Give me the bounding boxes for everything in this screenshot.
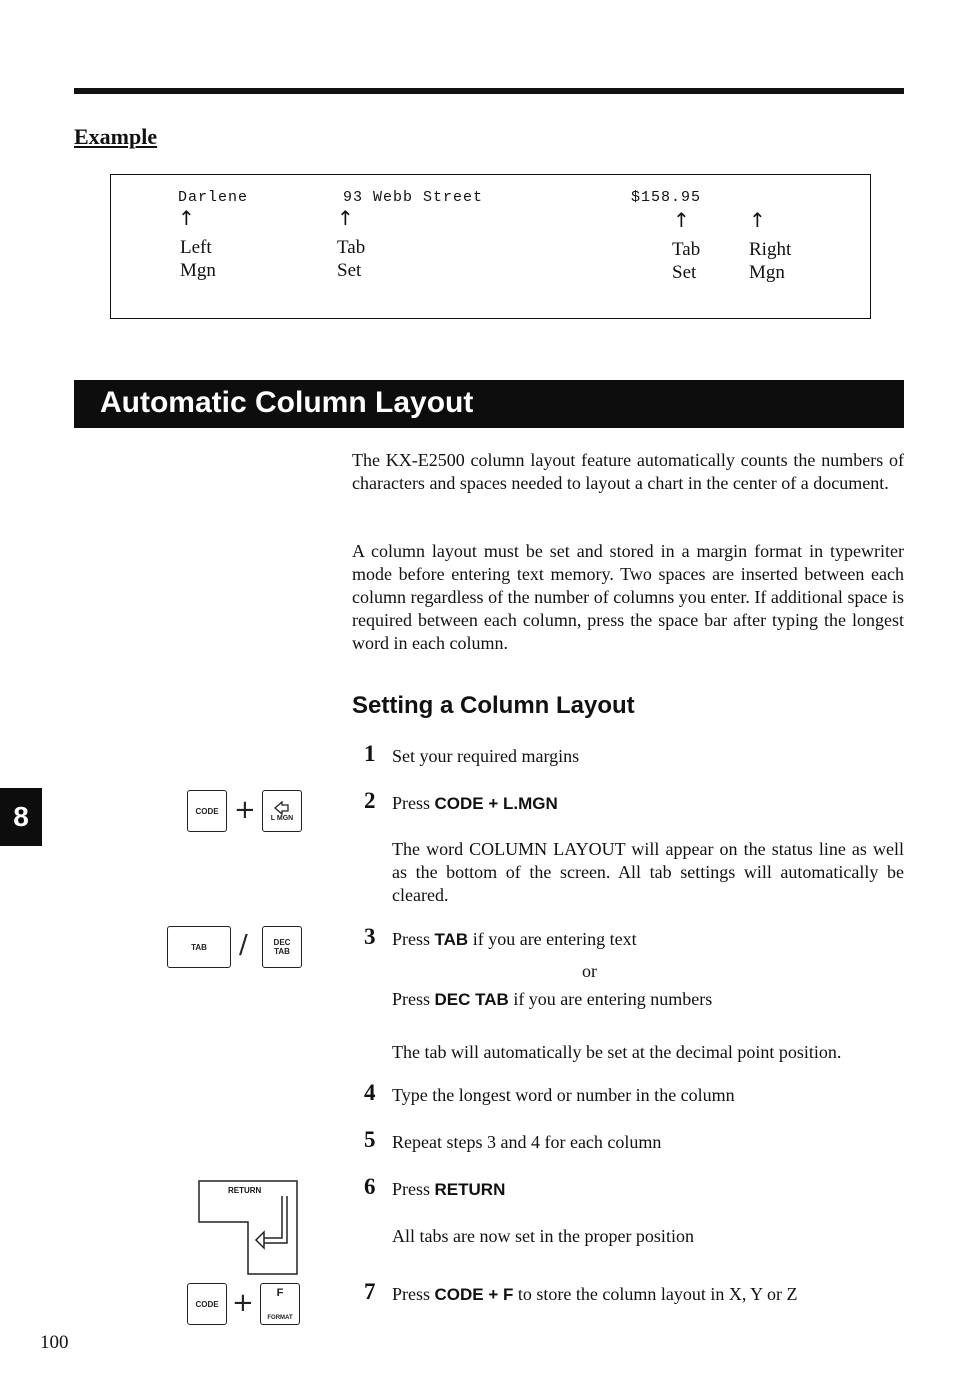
example-heading: Example — [74, 124, 158, 149]
marker-line2: Set — [672, 262, 697, 283]
slash-icon: / — [239, 930, 248, 960]
subsection-title: Setting a Column Layout — [352, 692, 635, 719]
code-key-label-2: CODE — [195, 1299, 219, 1309]
step-3-pre: Press — [392, 929, 435, 949]
format-key-label: FORMAT — [267, 1315, 293, 1321]
marker-left-mgn — [180, 236, 216, 282]
marker-tab-set — [337, 236, 365, 282]
step-7-pre: Press — [392, 1284, 435, 1304]
example-box — [110, 174, 871, 319]
page-number: 100 — [40, 1332, 69, 1353]
step-3-pre2: Press — [392, 989, 435, 1009]
step-2-number: 2 — [364, 788, 376, 813]
l-mgn-key-icon — [262, 790, 302, 832]
example-name: Darlene — [178, 189, 249, 206]
tab-key-label: TAB — [191, 942, 207, 952]
left-margin-arrow-icon: ↑ — [178, 206, 195, 230]
marker-line1: Tab — [672, 239, 701, 260]
marker-line2: Mgn — [749, 262, 785, 283]
dec-tab-key-label-2: TAB — [274, 947, 290, 956]
step-4-number: 4 — [364, 1080, 376, 1105]
step-2-text — [392, 792, 558, 815]
l-mgn-key-label: L MGN — [270, 814, 294, 822]
intro-paragraph-1: The KX-E2500 column layout feature automatically counts the numbers of characters and spaces needed to layout a chart in the center of a document. — [352, 450, 904, 493]
dec-tab-arrow-icon: ↑ — [673, 208, 690, 232]
step-1-text: Set your required margins — [392, 746, 580, 766]
marker-tab-set-2 — [672, 238, 700, 284]
example-amount: $158.95 — [631, 189, 702, 206]
return-key-label: RETURN — [228, 1186, 262, 1195]
step-6-number: 6 — [364, 1174, 376, 1199]
f-key-icon — [260, 1283, 300, 1325]
chapter-tab: 8 — [0, 788, 42, 846]
code-key-label: CODE — [195, 806, 219, 816]
marker-line1: Left — [180, 237, 212, 258]
step-5-number: 5 — [364, 1127, 376, 1152]
step-5-text: Repeat steps 3 and 4 for each column — [392, 1132, 662, 1152]
tab-key-icon — [167, 926, 231, 968]
tab-set-arrow-icon: ↑ — [337, 206, 354, 230]
step-4-text: Type the longest word or number in the column — [392, 1085, 735, 1105]
step-7-post: to store the column layout in X, Y or Z — [513, 1284, 798, 1304]
marker-line1: Tab — [337, 237, 366, 258]
left-arrow-icon — [274, 801, 290, 815]
marker-line2: Set — [337, 260, 362, 281]
step-6-note: All tabs are now set in the proper position — [392, 1226, 694, 1246]
step-7-key: CODE + F — [434, 1285, 514, 1304]
dec-tab-key-label-1: DEC — [273, 938, 291, 947]
plus-icon-2: + — [232, 1288, 254, 1318]
step-3-key: TAB — [434, 930, 469, 949]
step-1-number: 1 — [364, 741, 376, 766]
f-key-label: F — [276, 1287, 284, 1299]
code-key-icon-2 — [187, 1283, 227, 1325]
step-3-text-2 — [392, 988, 712, 1011]
section-banner — [74, 380, 904, 428]
step-2-note: The word COLUMN LAYOUT will appear on the status line as well as the bottom of the screen. All tab settings will automatically be cleared. — [392, 839, 904, 905]
step-7-text — [392, 1283, 798, 1306]
marker-right-mgn — [749, 238, 791, 284]
example-address: 93 Webb Street — [343, 189, 484, 206]
step-3-or: or — [582, 961, 597, 981]
dec-tab-key-icon — [262, 926, 302, 968]
intro-paragraph-2: A column layout must be set and stored in a margin format in typewriter mode before entering text memory. Two spaces are inserted between each column regardless of the number of columns you enter. If additional space is required between each column, press the space bar after typing the longest word in each column. — [352, 541, 904, 653]
marker-line1: Right — [749, 239, 792, 260]
step-6-text — [392, 1178, 505, 1201]
step-2-key: CODE + L.MGN — [434, 794, 558, 813]
step-6-pre: Press — [392, 1179, 435, 1199]
marker-line2: Mgn — [180, 260, 216, 281]
step-2-pre: Press — [392, 793, 435, 813]
step-3-post2: if you are entering numbers — [508, 989, 713, 1009]
section-title: Automatic Column Layout — [100, 386, 474, 419]
step-6-key: RETURN — [434, 1180, 506, 1199]
step-3-post: if you are entering text — [468, 929, 637, 949]
step-3-key2: DEC TAB — [434, 990, 509, 1009]
top-rule — [74, 88, 904, 94]
step-7-number: 7 — [364, 1279, 376, 1304]
step-3-number: 3 — [364, 924, 376, 949]
right-margin-arrow-icon: ↑ — [749, 208, 766, 232]
step-3-text — [392, 928, 637, 951]
plus-icon: + — [234, 795, 256, 825]
code-key-icon — [187, 790, 227, 832]
step-3-note: The tab will automatically be set at the decimal point position. — [392, 1042, 842, 1062]
